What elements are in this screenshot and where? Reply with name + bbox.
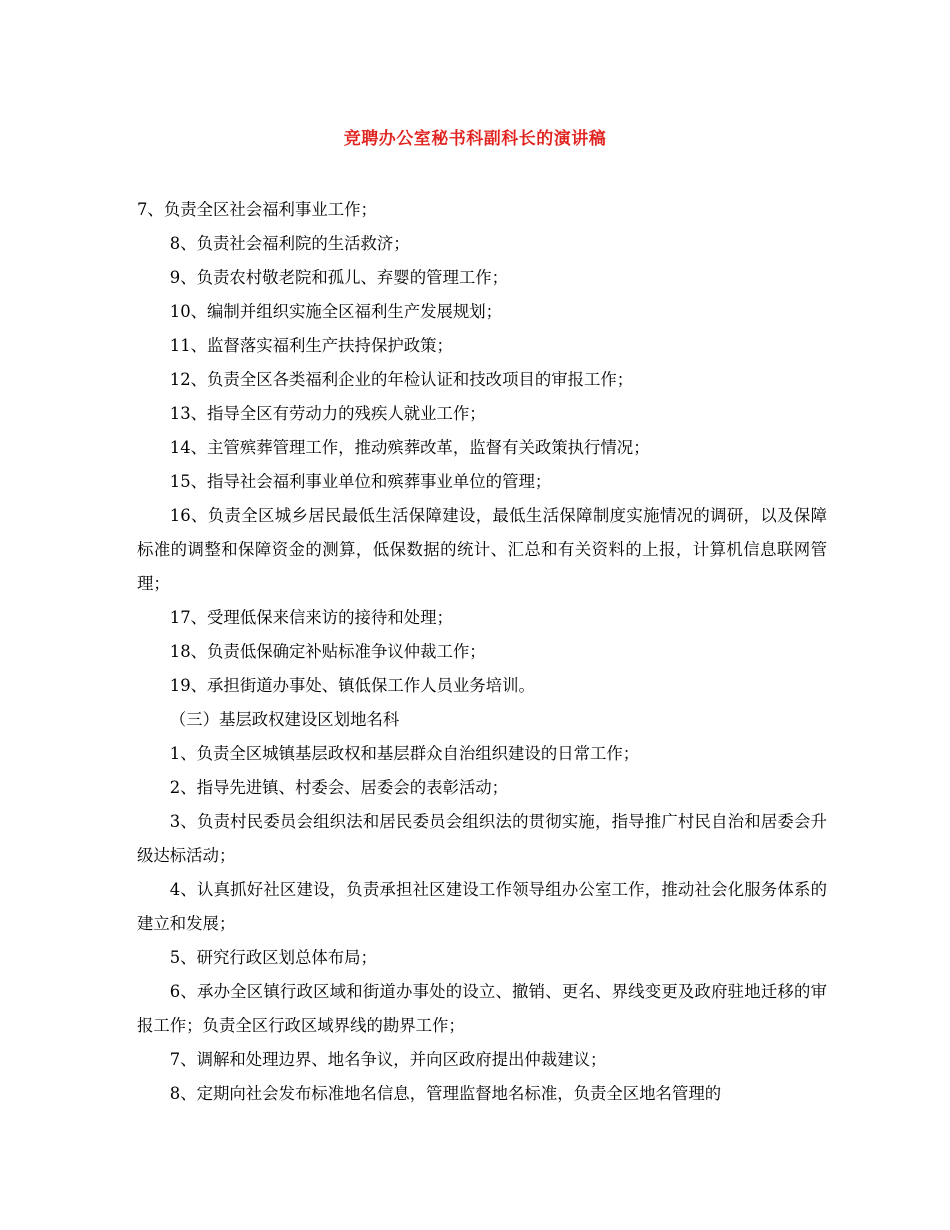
document-body — [137, 193, 827, 1111]
paragraph: 4、认真抓好社区建设，负责承担社区建设工作领导组办公室工作，推动社会化服务体系的建立和发展； — [137, 880, 827, 933]
paragraph: 12、负责全区各类福利企业的年检认证和技改项目的审报工作； — [169, 370, 634, 389]
paragraph: 14、主管殡葬管理工作，推动殡葬改革，监督有关政策执行情况； — [169, 438, 650, 457]
document-title: 竞聘办公室秘书科副科长的演讲稿 — [343, 129, 607, 149]
paragraph: 7、负责全区社会福利事业工作； — [137, 200, 377, 219]
paragraph: 15、指导社会福利事业单位和殡葬事业单位的管理； — [169, 472, 552, 491]
paragraph: 8、负责社会福利院的生活救济； — [169, 234, 410, 253]
paragraph: 9、负责农村敬老院和孤儿、弃婴的管理工作； — [169, 268, 509, 287]
paragraph: 7、调解和处理边界、地名争议，并向区政府提出仲裁建议； — [169, 1050, 607, 1069]
paragraph: 8、定期向社会发布标准地名信息，管理监督地名标准，负责全区地名管理的 — [169, 1084, 722, 1103]
paragraph: 18、负责低保确定补贴标准争议仲裁工作； — [169, 642, 486, 661]
paragraph: 2、指导先进镇、村委会、居委会的表彰活动； — [169, 778, 509, 797]
section-heading: （三）基层政权建设区划地名科 — [169, 710, 400, 729]
paragraph: 17、受理低保来信来访的接待和处理； — [169, 608, 453, 627]
paragraph: 1、负责全区城镇基层政权和基层群众自治组织建设的日常工作； — [169, 744, 640, 763]
paragraph: 10、编制并组织实施全区福利生产发展规划； — [169, 302, 503, 321]
paragraph: 6、承办全区镇行政区域和街道办事处的设立、撤销、更名、界线变更及政府驻地迁移的审报工作；负责全区行政区域界线的勘界工作； — [137, 982, 827, 1035]
paragraph: 16、负责全区城乡居民最低生活保障建设，最低生活保障制度实施情况的调研，以及保障标准的调整和保障资金的测算，低保数据的统计、汇总和有关资料的上报，计算机信息联网管理； — [137, 506, 827, 593]
paragraph: 3、负责村民委员会组织法和居民委员会组织法的贯彻实施，指导推广村民自治和居委会升级达标活动； — [137, 812, 827, 865]
paragraph: 5、研究行政区划总体布局； — [169, 948, 377, 967]
paragraph: 11、监督落实福利生产扶持保护政策； — [169, 336, 453, 355]
paragraph: 19、承担街道办事处、镇低保工作人员业务培训。 — [169, 676, 535, 695]
paragraph: 13、指导全区有劳动力的残疾人就业工作； — [169, 404, 486, 423]
